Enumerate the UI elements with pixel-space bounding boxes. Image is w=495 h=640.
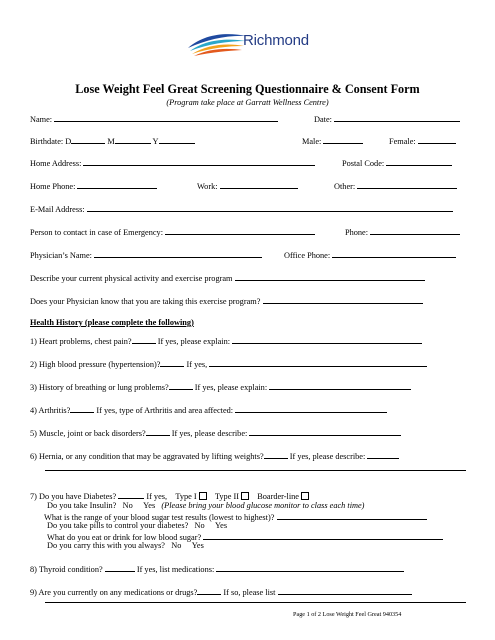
q7-carry-row <box>47 541 204 551</box>
q2-label: 2) High blood pressure (hypertension)? <box>30 360 161 369</box>
q2-explain-field[interactable] <box>209 358 427 367</box>
female-field[interactable] <box>418 135 456 144</box>
q6-explain-field[interactable] <box>367 450 399 459</box>
q6-field[interactable] <box>264 450 288 459</box>
question-3 <box>30 381 411 393</box>
q9-extra-line[interactable] <box>45 602 466 603</box>
q7-label: 7) Do you have Diabetes? <box>30 492 117 501</box>
birth-day-field[interactable] <box>71 135 105 144</box>
postal-code-row <box>342 157 452 169</box>
male-label: Male: <box>302 137 322 146</box>
pills-label: Do you take pills to control your diabetes? <box>47 521 189 530</box>
home-phone-label: Home Phone: <box>30 182 76 191</box>
emergency-row <box>30 226 315 238</box>
question-4 <box>30 404 387 416</box>
q6-explain-label: If yes, please describe: <box>289 452 366 461</box>
activity-label: Describe your current physical activity and exercise program <box>30 274 233 283</box>
office-phone-field[interactable] <box>332 249 456 258</box>
q4-explain-field[interactable] <box>235 404 387 413</box>
home-phone-field[interactable] <box>77 180 157 189</box>
question-5 <box>30 427 401 439</box>
q7-field[interactable] <box>118 490 144 499</box>
q8-label: 8) Thyroid condition? <box>30 565 103 574</box>
home-address-label: Home Address: <box>30 159 82 168</box>
name-row <box>30 113 278 125</box>
female-row <box>389 135 456 147</box>
q2-field[interactable] <box>160 358 184 367</box>
activity-row <box>30 272 425 284</box>
birth-year-field[interactable] <box>159 135 195 144</box>
email-label: E-Mail Address: <box>30 205 85 214</box>
emergency-phone-label: Phone: <box>345 228 369 237</box>
q1-field[interactable] <box>132 335 156 344</box>
q6-extra-line[interactable] <box>45 470 466 471</box>
q5-explain-field[interactable] <box>249 427 401 436</box>
logo-text: Richmond <box>243 32 309 49</box>
email-row <box>30 203 453 215</box>
borderline-checkbox[interactable] <box>301 492 309 500</box>
other-phone-label: Other: <box>334 182 356 191</box>
birthdate-row <box>30 135 195 147</box>
emergency-field[interactable] <box>165 226 315 235</box>
question-6 <box>30 450 399 462</box>
q7-pills-row <box>47 521 227 531</box>
carry-label: Do you carry this with you always? <box>47 541 165 550</box>
home-address-field[interactable] <box>83 157 315 166</box>
emergency-phone-row <box>345 226 460 238</box>
postal-code-label: Postal Code: <box>342 159 385 168</box>
q4-field[interactable] <box>70 404 94 413</box>
insulin-yes-option[interactable]: Yes <box>143 501 156 510</box>
q8-medications-label: If yes, list medications: <box>136 565 215 574</box>
q9-list-field[interactable] <box>278 586 412 595</box>
q1-label: 1) Heart problems, chest pain? <box>30 337 132 346</box>
question-8 <box>30 563 404 575</box>
question-9 <box>30 586 412 598</box>
q5-field[interactable] <box>146 427 170 436</box>
office-phone-label: Office Phone: <box>284 251 331 260</box>
insulin-no-option[interactable]: No <box>122 501 133 510</box>
q1-explain-label: If yes, please explain: <box>157 337 231 346</box>
q5-explain-label: If yes, please describe: <box>171 429 248 438</box>
question-1 <box>30 335 422 347</box>
range-field[interactable] <box>277 511 427 520</box>
q9-list-label: If so, please list <box>223 588 276 597</box>
home-phone-row <box>30 180 157 192</box>
insulin-note: (Please bring your blood glucose monitor to class each time) <box>161 501 365 510</box>
physician-know-row <box>30 295 423 307</box>
q9-field[interactable] <box>197 586 221 595</box>
q4-explain-label: If yes, type of Arthritis and area affected: <box>96 406 234 415</box>
activity-field[interactable] <box>235 272 425 281</box>
date-field[interactable] <box>334 113 460 122</box>
q3-explain-label: If yes, please explain: <box>194 383 268 392</box>
pills-no-option[interactable]: No <box>194 521 205 530</box>
work-phone-row <box>197 180 298 192</box>
insulin-label: Do you take Insulin? <box>47 501 117 510</box>
office-phone-row <box>284 249 456 261</box>
emergency-phone-field[interactable] <box>370 226 460 235</box>
q9-label: 9) Are you currently on any medications or drugs? <box>30 588 198 597</box>
health-history-heading: Health History (please complete the following) <box>30 318 194 327</box>
name-field[interactable] <box>54 113 278 122</box>
range-label: What is the range of your blood sugar test results (lowest to highest)? <box>44 513 275 522</box>
carry-yes-option[interactable]: Yes <box>191 541 204 550</box>
q8-field[interactable] <box>105 563 135 572</box>
email-field[interactable] <box>87 203 453 212</box>
male-row <box>302 135 363 147</box>
q3-label: 3) History of breathing or lung problems? <box>30 383 169 392</box>
q3-field[interactable] <box>169 381 193 390</box>
q3-explain-field[interactable] <box>269 381 411 390</box>
low-sugar-label: What do you eat or drink for low blood sugar? <box>47 533 202 542</box>
home-address-row <box>30 157 315 169</box>
other-phone-field[interactable] <box>357 180 457 189</box>
type1-checkbox[interactable] <box>199 492 207 500</box>
form-subtitle: (Program take place at Garratt Wellness Centre) <box>166 98 329 107</box>
borderline-label: Boarder-line <box>257 492 299 501</box>
date-row <box>314 113 460 125</box>
question-2 <box>30 358 427 370</box>
physician-know-label: Does your Physician know that you are taking this exercise program? <box>30 297 261 306</box>
q2-explain-label: If yes, <box>186 360 208 369</box>
birth-year-label: Y <box>152 137 159 146</box>
q4-label: 4) Arthritis? <box>30 406 71 415</box>
physician-name-field[interactable] <box>94 249 262 258</box>
richmond-logo-icon <box>186 26 248 56</box>
q7-insulin-row <box>47 501 364 511</box>
female-label: Female: <box>389 137 416 146</box>
other-phone-row <box>334 180 457 192</box>
emergency-label: Person to contact in case of Emergency: <box>30 228 164 237</box>
q5-label: 5) Muscle, joint or back disorders? <box>30 429 146 438</box>
physician-know-field[interactable] <box>263 295 423 304</box>
type1-label: Type I <box>175 492 197 501</box>
q7-ifyes-label: If yes, <box>146 492 168 501</box>
type2-checkbox[interactable] <box>241 492 249 500</box>
carry-no-option[interactable]: No <box>171 541 182 550</box>
q6-label: 6) Hernia, or any condition that may be aggravated by lifting weights? <box>30 452 264 461</box>
name-label: Name: <box>30 115 53 124</box>
birthdate-label: Birthdate: D <box>30 137 72 146</box>
postal-code-field[interactable] <box>386 157 452 166</box>
type2-label: Type II <box>214 492 239 501</box>
date-label: Date: <box>314 115 332 124</box>
low-sugar-field[interactable] <box>203 531 443 540</box>
male-field[interactable] <box>323 135 363 144</box>
q1-explain-field[interactable] <box>232 335 422 344</box>
birth-month-field[interactable] <box>115 135 151 144</box>
physician-name-label: Physician’s Name: <box>30 251 92 260</box>
q8-medications-field[interactable] <box>216 563 404 572</box>
form-title: Lose Weight Feel Great Screening Questionnaire & Consent Form <box>75 82 420 96</box>
work-phone-field[interactable] <box>220 180 298 189</box>
page-footer: Page 1 of 2 Lose Weight Feel Great 940354 <box>293 611 402 618</box>
work-phone-label: Work: <box>197 182 218 191</box>
physician-name-row <box>30 249 262 261</box>
birth-month-label: M <box>107 137 115 146</box>
pills-yes-option[interactable]: Yes <box>215 521 228 530</box>
